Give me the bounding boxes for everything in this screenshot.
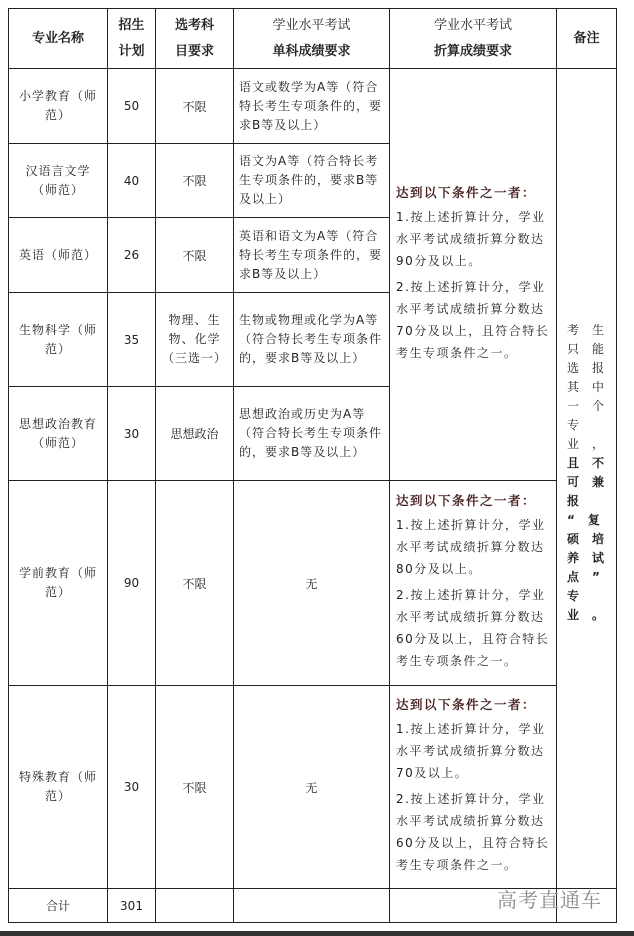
bottom-bar [0, 931, 634, 936]
remark-line: 业， [567, 437, 618, 451]
remark-cell [557, 69, 617, 889]
header-single: 学业水平考试 单科成绩要求 [234, 9, 390, 69]
table-row: 生物科学（师范） 35 物理、生物、化学（三选一） 生物或物理或化学为A等（符合特长考生专项条件的，要求B等及以上） [9, 293, 617, 387]
table-row: 小学教育（师范） 50 不限 语文或数学为A等（符合特长考生专项条件的，要求B等及以上） 达到以下条件之一者： 1.按上述折算计分，学业水平考试成绩折算分数达90分及以上。 2.按上述折算计分，学业水平考试成绩折算分数达70分及以上，且符合特长考生专项条件之一。 考生 只能 选报 其中 一个 专 业， 且不 可兼 报 “复 硕培 养试 点” 专 业。 [9, 69, 617, 144]
table-row: 思想政治教育（师范） 30 思想政治 思想政治或历史为A等（符合特长考生专项条件的，要求B等及以上） [9, 387, 617, 481]
remark-line: 选报 [567, 361, 618, 375]
header-subject: 选考科 目要求 [156, 9, 234, 69]
watermark: 高考直通车 [497, 888, 602, 912]
conditions-cell: 达到以下条件之一者： 1.按上述折算计分，学业水平考试成绩折算分数达70及以上。 2.按上述折算计分，学业水平考试成绩折算分数达60分及以上，且符合特长考生专项条件之一。 [390, 686, 557, 889]
conditions-cell: 达到以下条件之一者： 1.按上述折算计分，学业水平考试成绩折算分数达80分及以上。 2.按上述折算计分，学业水平考试成绩折算分数达60分及以上，且符合特长考生专项条件之一。 [390, 481, 557, 686]
total-row: 合计 301 [9, 889, 617, 923]
remark-line: 一个 [567, 399, 618, 413]
remark-line: 业。 [567, 608, 618, 622]
header-plan: 招生 计划 [108, 9, 156, 69]
remark-line: 专 [567, 589, 593, 603]
remark-line: 养试 [567, 551, 618, 565]
header-name: 专业名称 [9, 9, 108, 69]
remark-line: 点” [567, 570, 613, 584]
remark-line: 其中 [567, 380, 618, 394]
admission-table [8, 8, 617, 923]
header-row [9, 9, 617, 69]
remark-line: 报 [567, 494, 593, 508]
remark-line: 考生 [567, 323, 618, 337]
remark-line: 且不 [567, 456, 618, 470]
remark-line: 只能 [567, 342, 618, 356]
remark-line: 硕培 [567, 532, 618, 546]
table-row: 学前教育（师范） 90 不限 无 达到以下条件之一者： 1.按上述折算计分，学业水平考试成绩折算分数达80分及以上。 2.按上述折算计分，学业水平考试成绩折算分数达60分及以上，且符合特长考生专项条件之一。 [9, 481, 617, 686]
table-row: 特殊教育（师范） 30 不限 无 达到以下条件之一者： 1.按上述折算计分，学业水平考试成绩折算分数达70及以上。 2.按上述折算计分，学业水平考试成绩折算分数达60分及以上，且符合特长考生专项条件之一。 [9, 686, 617, 889]
header-conv: 学业水平考试 折算成绩要求 [390, 9, 557, 69]
table-row: 英语（师范） 26 不限 英语和语文为A等（符合特长考生专项条件的，要求B等及以上） [9, 218, 617, 293]
remark-line: “复 [567, 513, 613, 527]
header-remark: 备注 [557, 9, 617, 69]
remark-line: 可兼 [567, 475, 618, 489]
table-row: 汉语言文学（师范） 40 不限 语文为A等（符合特长考生专项条件的，要求B等及以上） [9, 144, 617, 218]
remark-line: 专 [567, 418, 593, 432]
conditions-cell: 达到以下条件之一者： 1.按上述折算计分，学业水平考试成绩折算分数达90分及以上。 2.按上述折算计分，学业水平考试成绩折算分数达70分及以上，且符合特长考生专项条件之一。 [390, 69, 557, 481]
